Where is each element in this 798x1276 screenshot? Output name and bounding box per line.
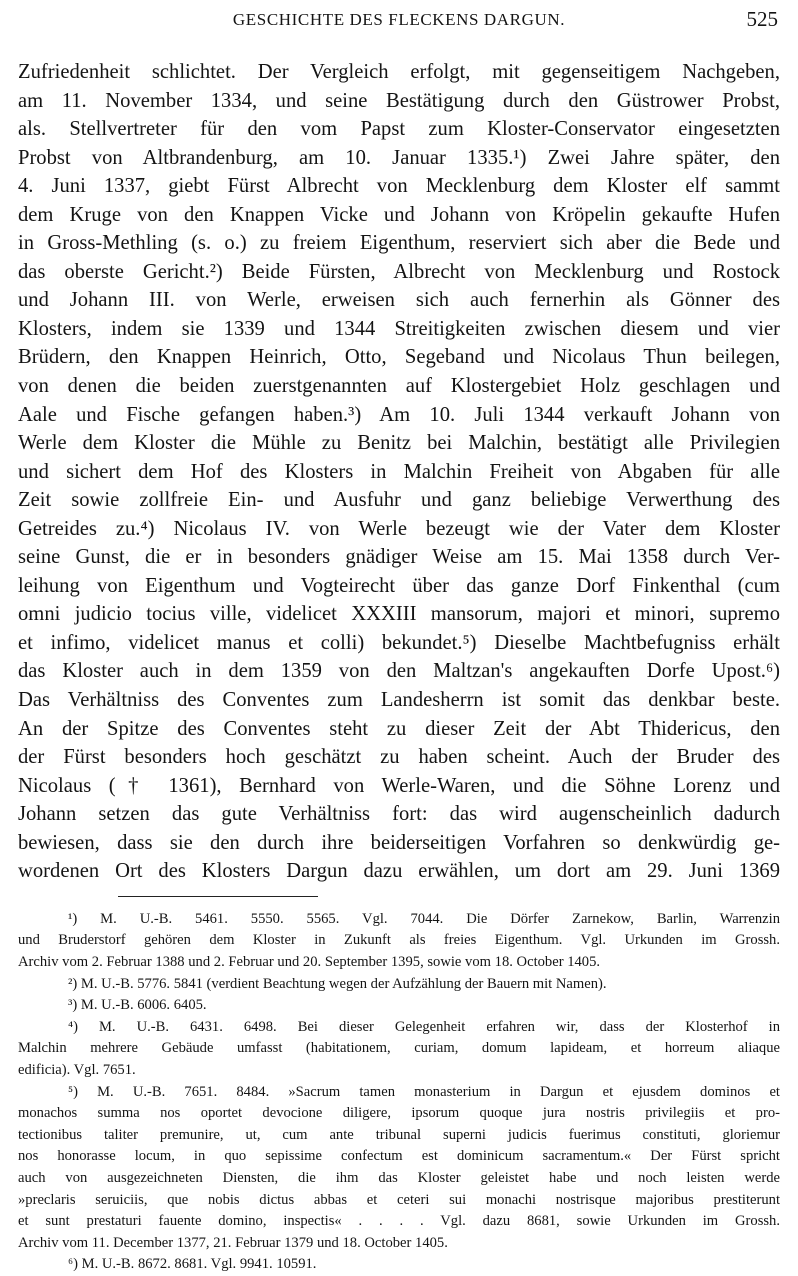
text-line [18,715,780,744]
text-line [18,401,780,430]
footnotes [18,909,780,1276]
text-line-content: et infimo, videlicet manus et colli) bekundet.⁵) Dieselbe Machtbefugniss erhält [18,631,780,654]
footnote [18,1017,780,1082]
footnote-line [18,1190,780,1212]
footnote-line-content: Malchin mehrere Gebäude umfasst (habitationem, curiam, domum lapideam, et horreum aliaque [18,1040,780,1057]
text-line [18,343,780,372]
text-line-content: am 11. November 1334, und seine Bestätigung durch den Güstrower Probst, [18,89,780,112]
footnote-line-content: ²) M. U.-B. 5776. 5841 (verdient Beachtung wegen der Aufzählung der Bauern mit Namen). [68,975,607,992]
text-line [18,600,780,629]
text-line-content: Nicolaus († 1361), Bernhard von Werle-Waren, und die Söhne Lorenz und [18,774,780,797]
text-line [18,229,780,258]
text-line [18,743,780,772]
book-page [18,0,780,1276]
text-line [18,458,780,487]
footnote-line-content: Archiv vom 11. December 1377, 21. Februar 1379 und 18. October 1405. [18,1234,448,1251]
running-head [18,0,780,44]
text-line-content: leihung von Eigenthum und Vogteirecht über das ganze Dorf Finkenthal (cum [18,574,780,597]
text-line [18,629,780,658]
text-line-content: Getreides zu.⁴) Nicolaus IV. von Werle bezeugt wie der Vater dem Kloster [18,517,780,540]
text-line-content: das oberste Gericht.²) Beide Fürsten, Albrecht von Mecklenburg und Rostock [18,260,780,283]
footnote-line [18,1233,780,1255]
text-line-content: An der Spitze des Conventes steht zu dieser Zeit der Abt Thidericus, den [18,717,780,740]
text-line [18,772,780,801]
footnote [18,974,780,996]
footnote-line [18,1146,780,1168]
footnote-rule [118,896,318,897]
footnote-line [18,1125,780,1147]
text-line-content: bewiesen, dass sie den durch ihre beiderseitigen Vorfahren so denkwürdig ge- [18,831,780,854]
text-line-content: und Johann III. von Werle, erweisen sich auch fernerhin als Gönner des [18,289,780,312]
footnote-line-content: Archiv vom 2. Februar 1388 und 2. Februar und 20. September 1395, sowie vom 18. October 1405. [18,954,601,971]
footnote-line-content: »preclaris seruiciis, que nobis dictus abbas et ceteri sui monachi nostrisque majoribus prestiterunt [18,1191,780,1208]
text-line [18,829,780,858]
footnote-line [18,909,780,931]
text-line [18,115,780,144]
text-line-content: Aale und Fische gefangen haben.³) Am 10. Juli 1344 verkauft Johann von [18,403,780,426]
footnote [18,909,780,974]
text-line [18,372,780,401]
footnote-line [18,1254,780,1276]
text-line-content: Zufriedenheit schlichtet. Der Vergleich erfolgt, mit gegenseitigem Nachgeben, [18,61,780,83]
footnote [18,1082,780,1255]
text-line-content: Zeit sowie zollfreie Ein- und Ausfuhr und ganz beliebige Verwerthung des [18,489,780,512]
footnote-line [18,1168,780,1190]
text-line-content: der Fürst besonders hoch geschätzt zu haben scheint. Auch der Bruder des [18,746,780,769]
text-line [18,572,780,601]
footnote-line-content: nos honorasse locum, in quo sepissime confectum est dominicum sacramentum.« Der Fürst spricht [18,1148,780,1165]
text-line [18,657,780,686]
main-text [18,58,780,886]
text-line-content: Werle dem Kloster die Mühle zu Benitz bei Malchin, bestätigt alle Privilegien [18,432,780,455]
footnote-line-content: ³) M. U.-B. 6006. 6405. [68,997,207,1014]
text-line-content: das Kloster auch in dem 1359 von den Maltzan's angekauften Dorfe Upost.⁶) [18,660,780,683]
running-title: GESCHICHTE DES FLECKENS DARGUN. [232,10,566,29]
text-line-content: Das Verhältniss des Conventes zum Landesherrn ist somit das denkbar beste. [18,689,780,712]
text-line-content: Probst von Altbrandenburg, am 10. Januar 1335.¹) Zwei Jahre später, den [18,146,780,169]
text-line [18,315,780,344]
footnote-line [18,1082,780,1104]
footnote-line-content: auch von ausgezeichneten Diensten, die ihm das Kloster geleistet habe und noch leisten werde [18,1169,780,1186]
footnote [18,1254,780,1276]
footnote-line-content: ⁶) M. U.-B. 8672. 8681. Vgl. 9941. 10591. [68,1256,317,1273]
text-line [18,686,780,715]
footnote-line-content: ¹) M. U.-B. 5461. 5550. 5565. Vgl. 7044. Die Dörfer Zarnekow, Barlin, Warrenzin [68,910,780,927]
footnote-line-content: edificia). Vgl. 7651. [18,1062,136,1079]
text-line [18,857,780,886]
footnote-line [18,995,780,1017]
text-line-content: wordenen Ort des Klosters Dargun dazu erwählen, um dort am 29. Juni 1369 [18,860,780,883]
text-line-content: von denen die beiden zuerstgenannten auf Klostergebiet Holz geschlagen und [18,375,780,398]
footnote-line-content: und Bruderstorf gehören dem Kloster in Zukunft als freies Eigenthum. Vgl. Urkunden im Grossh. [18,932,780,949]
text-line [18,201,780,230]
text-line-content: seine Gunst, die er in besonders gnädiger Weise am 15. Mai 1358 durch Ver- [18,546,780,569]
footnote-line [18,974,780,996]
text-line [18,543,780,572]
text-line [18,87,780,116]
text-line-content: dem Kruge von den Knappen Vicke und Johann von Kröpelin gekaufte Hufen [18,203,780,226]
footnote-line-content: tectionibus taliter premunire, ut, cum ante tribunal superni judicis fuerimus constituti, gloriemur [18,1126,780,1143]
text-line [18,429,780,458]
text-line [18,144,780,173]
text-line-content: 4. Juni 1337, giebt Fürst Albrecht von Mecklenburg dem Kloster elf sammt [18,175,780,198]
text-line-content: Brüdern, den Knappen Heinrich, Otto, Segeband und Nicolaus Thun beilegen, [18,346,780,369]
text-line-content: omni judicio tocius ville, videlicet XXXIII mansorum, majori et minori, supremo [18,603,780,626]
text-line [18,286,780,315]
text-line [18,486,780,515]
text-line-content: Johann setzen das gute Verhältniss fort: das wird augenscheinlich dadurch [18,803,780,826]
text-line-content: Klosters, indem sie 1339 und 1344 Streitigkeiten zwischen diesem und vier [18,317,780,340]
text-line-content: in Gross-Methling (s. o.) zu freiem Eigenthum, reserviert sich aber die Bede und [18,232,780,255]
footnote [18,995,780,1017]
text-line [18,800,780,829]
footnote-line-content: ⁴) M. U.-B. 6431. 6498. Bei dieser Gelegenheit erfahren wir, dass der Klosterhof in [68,1018,780,1035]
footnote-line-content: monachos summa nos oportet devocione diligere, ipsorum quoque jura nostris privilegiis et pro- [18,1105,780,1122]
text-line [18,172,780,201]
footnote-line [18,1017,780,1039]
footnote-line-content: et sunt prestaturi fauente domino, inspectis« . . . . Vgl. dazu 8681, sowie Urkunden im Grossh. [18,1213,780,1230]
text-line-content: als. Stellvertreter für den vom Papst zum Kloster-Conservator eingesetzten [18,118,780,141]
footnote-line-content: ⁵) M. U.-B. 7651. 8484. »Sacrum tamen monasterium in Dargun et ejusdem dominos et [68,1083,780,1100]
text-line [18,515,780,544]
text-line [18,258,780,287]
page-number: 525 [746,7,778,31]
footnote-line [18,1038,780,1060]
footnote-line [18,952,780,974]
footnote-line [18,1211,780,1233]
text-line-content: und sichert dem Hof des Klosters in Malchin Freiheit von Abgaben für alle [18,460,780,483]
footnote-line [18,930,780,952]
footnote-line [18,1103,780,1125]
footnote-line [18,1060,780,1082]
text-line [18,58,780,87]
